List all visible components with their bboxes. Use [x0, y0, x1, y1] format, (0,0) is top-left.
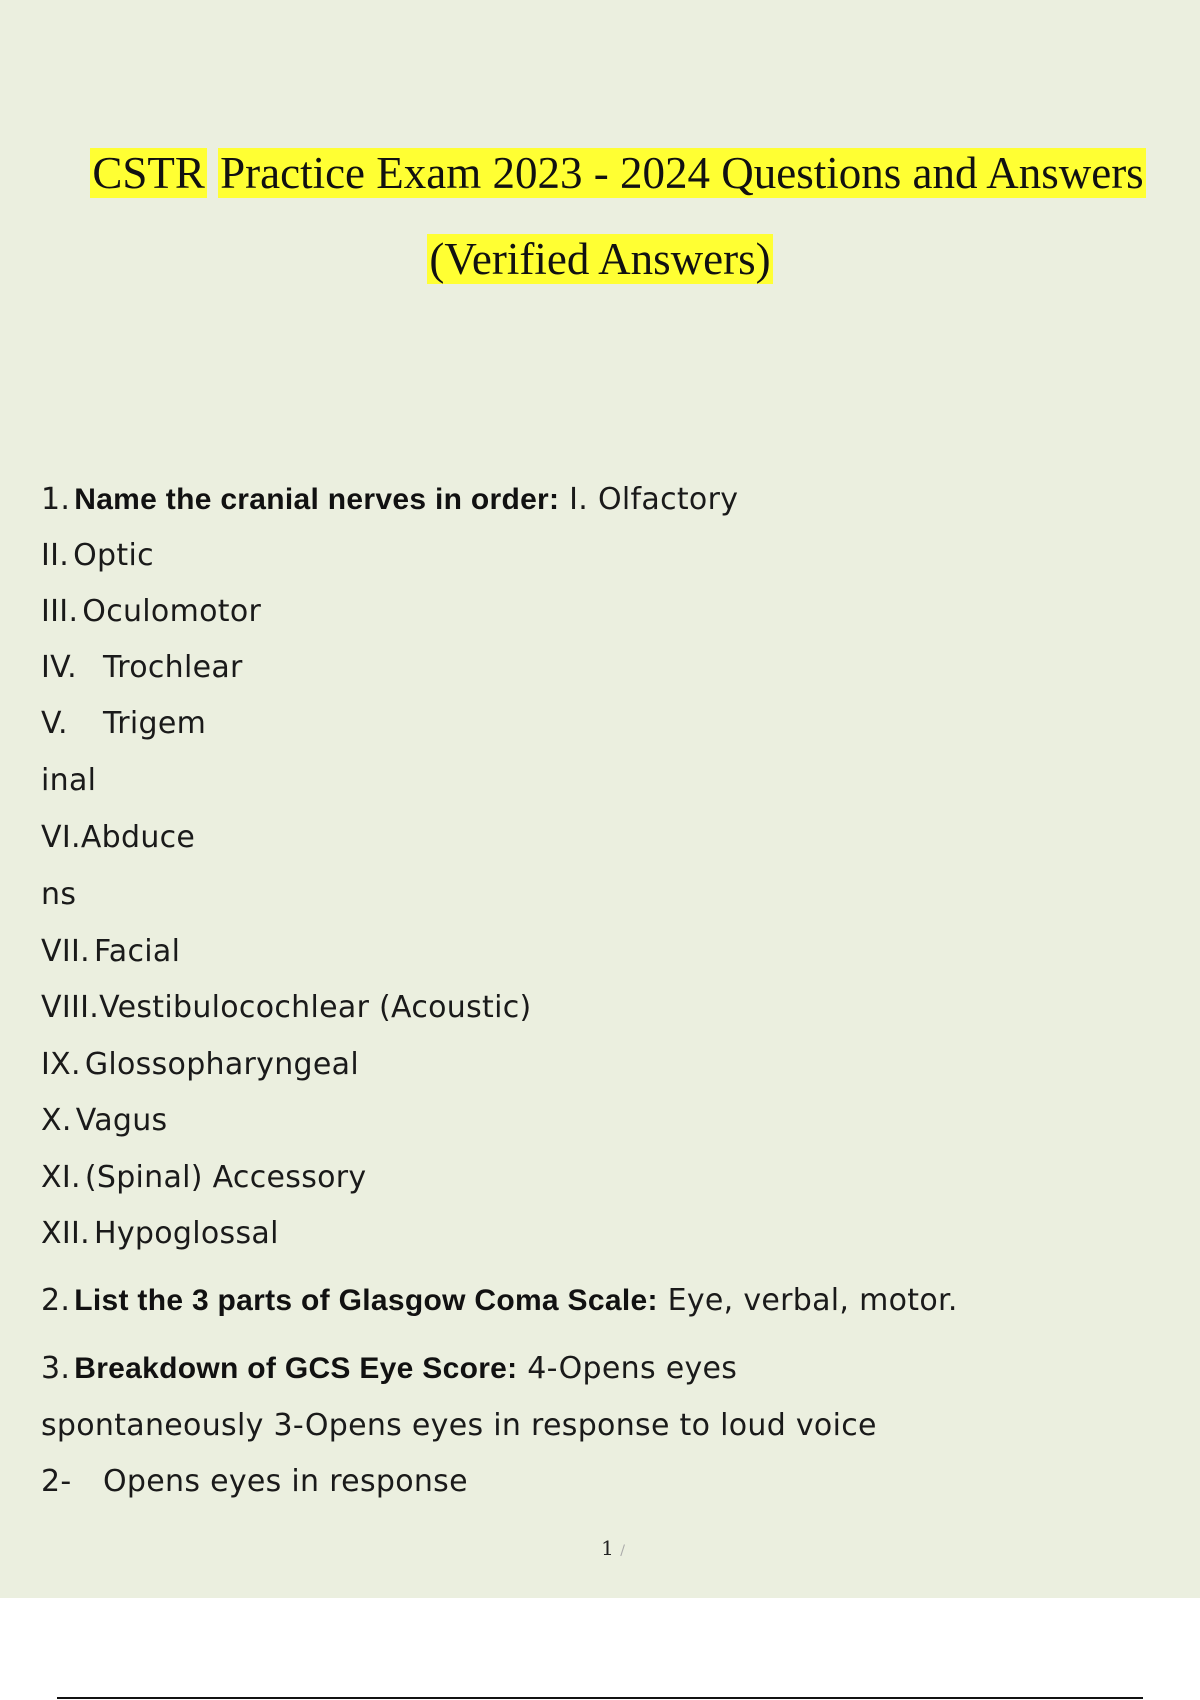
list-item-number: XI.	[41, 1160, 81, 1195]
list-item-number: VII.	[41, 934, 90, 969]
list-item	[41, 1101, 167, 1141]
page-number-slash: /	[620, 1543, 625, 1559]
list-item-text: Abduce	[80, 820, 196, 855]
answer-continuation	[41, 1406, 877, 1446]
answer-text: I. Olfactory	[559, 482, 739, 517]
list-item-text: Trochlear	[103, 650, 243, 685]
question-1	[41, 480, 738, 520]
answer-text: Eye, verbal, motor.	[657, 1283, 958, 1318]
list-item-number: IX.	[41, 1047, 81, 1082]
list-item-text: ns	[41, 877, 77, 912]
answer-item-number: 2-	[41, 1464, 72, 1499]
list-item-text: (Spinal) Accessory	[84, 1160, 367, 1195]
answer-continuation	[41, 1462, 468, 1502]
horizontal-divider	[57, 1697, 1143, 1699]
list-item	[41, 932, 180, 972]
question-number: 3.	[41, 1351, 71, 1386]
list-item-text: Vestibulocochlear (Acoustic)	[99, 990, 532, 1025]
list-item	[41, 1214, 279, 1254]
question-2	[41, 1281, 958, 1321]
answer-text: spontaneously 3-Opens eyes in response to loud voice	[41, 1408, 877, 1443]
question-number: 2.	[41, 1283, 71, 1318]
list-item-number: VI.	[41, 820, 81, 855]
question-text: Name the cranial nerves in order:	[74, 483, 560, 516]
list-item	[41, 704, 206, 744]
list-item-number: XII.	[41, 1216, 90, 1251]
document-title-line-1	[18, 144, 1200, 202]
document-title-line-2	[0, 230, 1200, 288]
title-highlight-verified: (Verified Answers)	[429, 234, 771, 284]
list-item	[41, 536, 154, 576]
list-item	[41, 761, 96, 801]
list-item	[41, 1158, 366, 1198]
list-item-text: Vagus	[75, 1103, 168, 1138]
question-text: List the 3 parts of Glasgow Coma Scale:	[74, 1284, 658, 1317]
list-item-number: II.	[41, 538, 70, 573]
question-3	[41, 1349, 737, 1389]
list-item-number: X.	[41, 1103, 72, 1138]
list-item-number: V.	[41, 706, 68, 741]
title-highlight-cstr: CSTR	[92, 148, 205, 198]
question-text: Breakdown of GCS Eye Score:	[74, 1352, 518, 1385]
title-highlight-rest: Practice Exam 2023 - 2024 Questions and Answers	[220, 148, 1144, 198]
list-item	[41, 818, 195, 858]
list-item-text: Trigem	[103, 706, 207, 741]
list-item-text: Facial	[93, 934, 181, 969]
list-item-text: Oculomotor	[82, 594, 262, 629]
page-number	[0, 1536, 1200, 1560]
list-item	[41, 988, 532, 1028]
question-number: 1.	[41, 482, 71, 517]
list-item-text: inal	[41, 763, 97, 798]
answer-text: Opens eyes in response	[103, 1464, 468, 1499]
list-item	[41, 875, 76, 915]
list-item-number: III.	[41, 594, 79, 629]
list-item	[41, 592, 261, 632]
list-item-text: Optic	[73, 538, 154, 573]
list-item-text: Hypoglossal	[93, 1216, 279, 1251]
list-item-text: Glossopharyngeal	[84, 1047, 359, 1082]
page-number-value: 1	[601, 1536, 614, 1560]
list-item-number: VIII.	[41, 990, 100, 1025]
list-item	[41, 648, 243, 688]
list-item-number: IV.	[41, 650, 77, 685]
list-item	[41, 1045, 359, 1085]
answer-text: 4-Opens eyes	[517, 1351, 738, 1386]
